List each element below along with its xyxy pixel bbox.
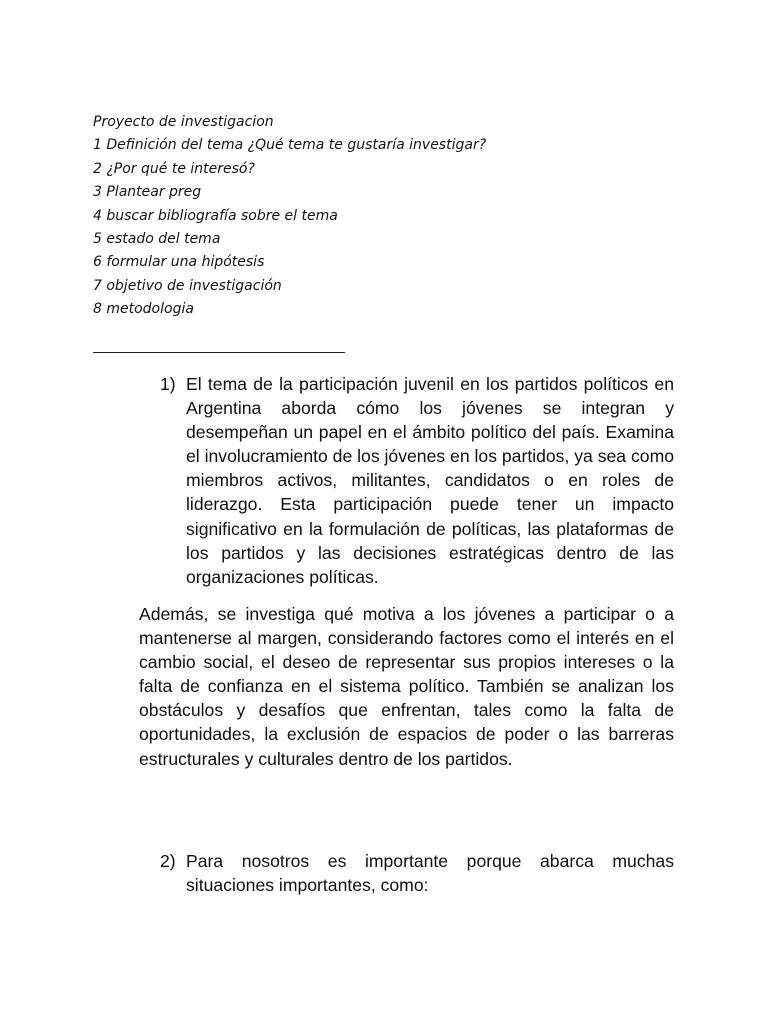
project-outline [93, 111, 613, 322]
outline-item: 5 estado del tema [93, 231, 221, 248]
outline-item: 1 Definición del tema ¿Qué tema te gustaría investigar? [93, 137, 487, 154]
numbered-item-1 [160, 372, 674, 589]
item-number: 1) [160, 374, 176, 394]
outline-item: 4 buscar bibliografía sobre el tema [93, 207, 338, 224]
item-text: Para nosotros es importante porque abarca muchas situaciones importantes, como: [186, 851, 674, 896]
item-text: El tema de la participación juvenil en los partidos políticos en Argentina aborda cómo los jóvenes se integran y desempeñan un papel en el ámbito político del país. Examina el involucramiento de los jóvenes en los partidos, ya sea como miembros activos, militantes, candidatos o en roles de liderazgo. Esta participación puede tener un impacto significativo en la formulación de políticas, las plataformas de los partidos y las decisiones estratégicas dentro de las organizaciones políticas. [186, 374, 675, 587]
item-number: 2) [160, 851, 176, 871]
outline-item: 2 ¿Por qué te interesó? [93, 160, 255, 177]
numbered-item-2 [160, 849, 674, 897]
outline-item: 8 metodologia [93, 301, 194, 318]
body-paragraph: Además, se investiga qué motiva a los jóvenes a participar o a mantenerse al margen, considerando factores como el interés en el cambio social, el deseo de representar sus propios intereses o la falta de confianza en el sistema político. También se analizan los obstáculos y desafíos que enfrentan, tales como la falta de oportunidades, la exclusión de espacios de poder o las barreras estructurales y culturales dentro de los partidos. [139, 604, 674, 769]
horizontal-divider [93, 352, 345, 353]
outline-item: 6 formular una hipótesis [93, 254, 265, 271]
outline-item: 3 Plantear preg [93, 184, 202, 201]
outline-item: 7 objetivo de investigación [93, 277, 282, 294]
outline-title: Proyecto de investigacion [93, 114, 274, 130]
